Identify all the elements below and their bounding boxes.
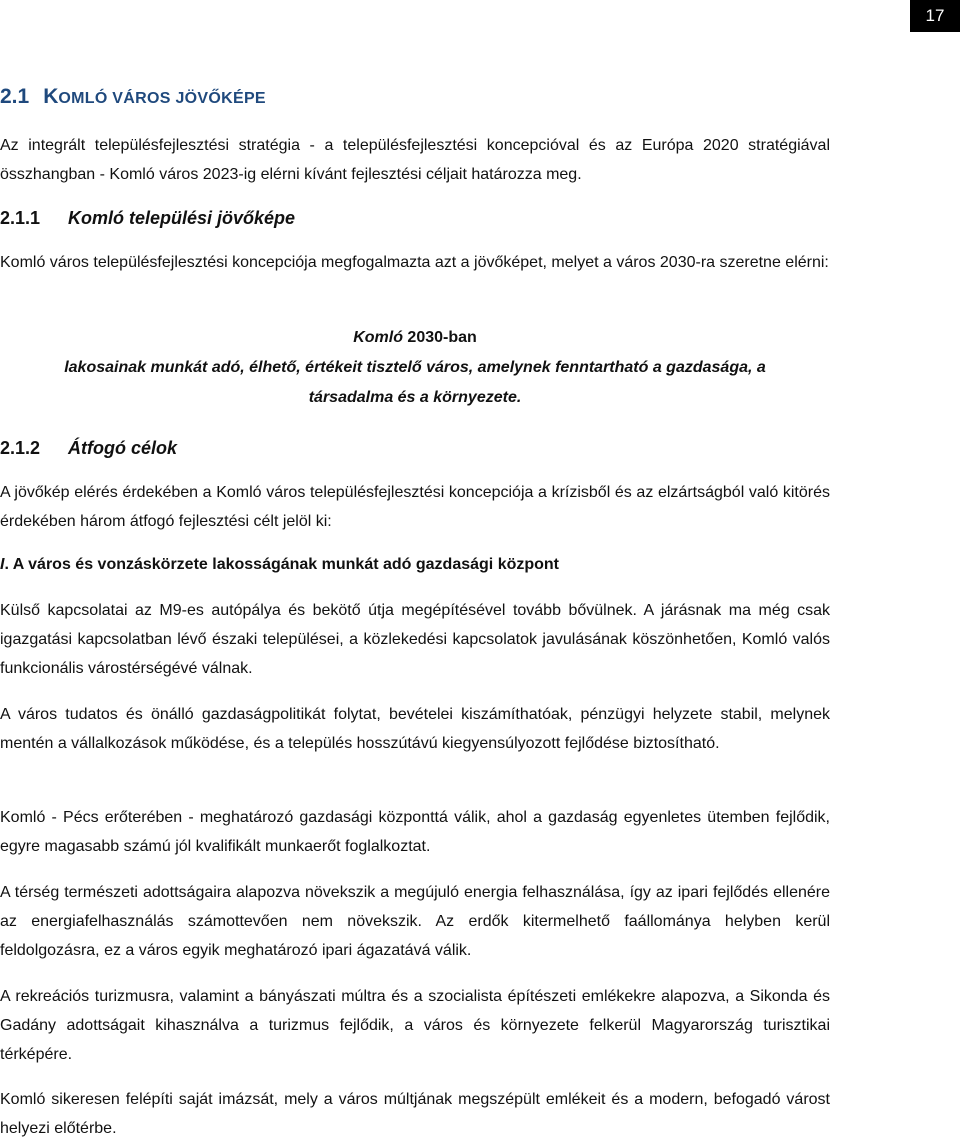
vision-statement — [0, 323, 830, 413]
body-paragraph: A rekreációs turizmusra, valamint a bányászati múltra és a szocialista építészeti emlékekre alapozva, a Sikonda és Gadány adottságait kihasználva a turizmus fejlődik, a város és környezete felkerül Magyarország turisztikai térképére. — [0, 988, 830, 1063]
section-heading-2-1-2 — [0, 438, 177, 459]
body-paragraph: Komló - Pécs erőterében - meghatározó gazdasági központtá válik, ahol a gazdaság egyenletes ütemben fejlődik, egyre magasabb számú jól kvalifikált munkaerőt foglalkoztat. — [0, 809, 830, 855]
body-paragraph: A város tudatos és önálló gazdaságpolitikát folytat, bevételei kiszámíthatóak, pénzügyi helyzete stabil, melynek mentén a vállalkozások működése, és a település hosszútávú kiegyensúlyozott fejlődése biztosítható. — [0, 706, 830, 752]
section-2-paragraph: A jövőkép elérés érdekében a Komló város településfejlesztési koncepciója a krízisből és az elzártságból való kitörés érdekében három átfogó fejlesztési célt jelöl ki: — [0, 484, 830, 530]
section-number: 2.1.1 — [0, 208, 41, 228]
intro-paragraph: Az integrált településfejlesztési stratégia - a településfejlesztési koncepcióval és az Európa 2020 stratégiával összhangban - Komló város 2023-ig elérni kívánt fejlesztési céljait határozza meg. — [0, 137, 830, 183]
section-1-paragraph: Komló város településfejlesztési koncepciója megfogalmazta azt a jövőképet, melyet a város 2030-ra szeretne elérni: — [0, 254, 829, 271]
body-paragraph: Komló sikeresen felépíti saját imázsát, mely a város múltjának megszépült emlékeit és a modern, befogadó várost helyezi előtérbe. — [0, 1091, 830, 1137]
vision-city: Komló — [353, 329, 403, 346]
section-title: Átfogó célok — [68, 438, 178, 458]
vision-line-3: társadalma és a környezete. — [308, 389, 522, 406]
goal-heading — [0, 556, 559, 574]
section-number: 2.1.2 — [0, 438, 41, 458]
goal-numeral: I — [0, 556, 5, 573]
chapter-heading — [0, 85, 266, 109]
chapter-title-rest: OMLÓ VÁROS JÖVŐKÉPE — [58, 90, 266, 107]
chapter-title-initial: K — [43, 85, 59, 108]
section-heading-2-1-1 — [0, 208, 295, 229]
vision-year: 2030-ban — [402, 329, 477, 346]
chapter-number: 2.1 — [0, 85, 30, 108]
page-number: 17 — [910, 0, 960, 32]
vision-line-2: lakosainak munkát adó, élhető, értékeit tisztelő város, amelynek fenntartható a gazdasága, a — [64, 359, 766, 376]
body-paragraph: Külső kapcsolatai az M9-es autópálya és bekötő útja megépítésével tovább bővülnek. A járásnak ma még csak igazgatási kapcsolatban lévő északi települései, a közlekedési kapcsolatok javulásának köszönhetően, Komló valós funkcionális várostérségévé válnak. — [0, 602, 830, 677]
body-paragraph: A térség természeti adottságaira alapozva növekszik a megújuló energia felhasználása, így az ipari fejlődés ellenére az energiafelhasználás számottevően nem növekszik. Az erdők kitermelhető faállománya helyben kerül feldolgozásra, ez a város egyik meghatározó ipari ágazatává válik. — [0, 884, 830, 959]
goal-title: . A város és vonzáskörzete lakosságának munkát adó gazdasági központ — [4, 556, 560, 573]
section-title: Komló települési jövőképe — [68, 208, 296, 228]
